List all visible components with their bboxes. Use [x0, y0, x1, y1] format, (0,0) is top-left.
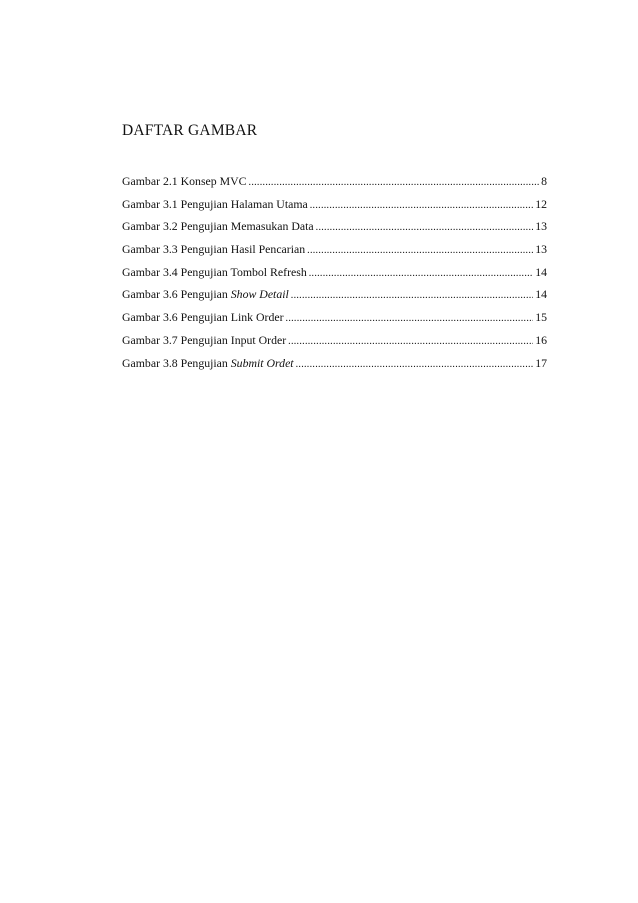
- figure-list-item[interactable]: [122, 309, 547, 332]
- figure-caption: [122, 286, 289, 302]
- page-number: 14: [535, 287, 547, 302]
- dot-leader: [286, 311, 534, 327]
- dot-leader: [309, 266, 533, 282]
- figure-caption-emphasis: Submit Ordet: [230, 355, 294, 370]
- figure-caption: [122, 332, 286, 348]
- dot-leader: [296, 357, 534, 373]
- figure-caption: [122, 173, 247, 189]
- figure-caption-emphasis: Show Detail: [230, 287, 289, 302]
- figure-caption: [122, 196, 308, 212]
- figure-caption-text: Gambar 3.3 Pengujian Hasil Pencarian: [122, 242, 306, 257]
- figure-caption-text: Gambar 3.2 Pengujian Memasukan Data: [122, 219, 314, 234]
- figure-list-item[interactable]: [122, 264, 547, 287]
- figure-list-item[interactable]: [122, 355, 547, 378]
- figure-caption: [122, 241, 305, 257]
- dot-leader: [316, 220, 534, 236]
- page-number: 8: [541, 174, 547, 188]
- figure-caption-text: Gambar 3.6 Pengujian Link Order: [122, 310, 284, 325]
- dot-leader: [307, 243, 533, 259]
- figure-caption: [122, 218, 314, 234]
- figure-list-item[interactable]: [122, 218, 547, 241]
- figure-list-item[interactable]: [122, 173, 547, 196]
- page-number: 13: [535, 242, 547, 257]
- figure-caption: [122, 355, 294, 371]
- figure-caption-text: Gambar 3.1 Pengujian Halaman Utama: [122, 196, 308, 211]
- figure-list-item[interactable]: [122, 332, 547, 355]
- page-title: DAFTAR GAMBAR: [122, 122, 258, 139]
- figure-caption-text: Gambar 3.4 Pengujian Tombol Refresh: [122, 264, 307, 279]
- page-number: 14: [535, 264, 547, 279]
- page-number: 12: [535, 196, 547, 211]
- figure-caption-text: Gambar 3.7 Pengujian Input Order: [122, 332, 287, 347]
- figure-caption: [122, 264, 307, 280]
- page-number: 13: [535, 219, 547, 234]
- figure-list-item[interactable]: [122, 286, 547, 309]
- dot-leader: [249, 175, 540, 191]
- figure-list: [122, 173, 547, 377]
- figure-list-item[interactable]: [122, 241, 547, 264]
- figure-list-item[interactable]: [122, 196, 547, 219]
- page-number: 16: [535, 332, 547, 347]
- figure-caption-text: Gambar 3.6 Pengujian: [122, 287, 231, 302]
- page-number: 17: [535, 355, 547, 370]
- page-number: 15: [535, 310, 547, 325]
- figure-caption: [122, 309, 284, 325]
- dot-leader: [310, 198, 533, 214]
- figure-caption-text: Gambar 3.8 Pengujian: [122, 355, 231, 370]
- figure-caption-text: Gambar 2.1 Konsep MVC: [122, 174, 247, 188]
- dot-leader: [291, 288, 533, 304]
- dot-leader: [288, 334, 533, 350]
